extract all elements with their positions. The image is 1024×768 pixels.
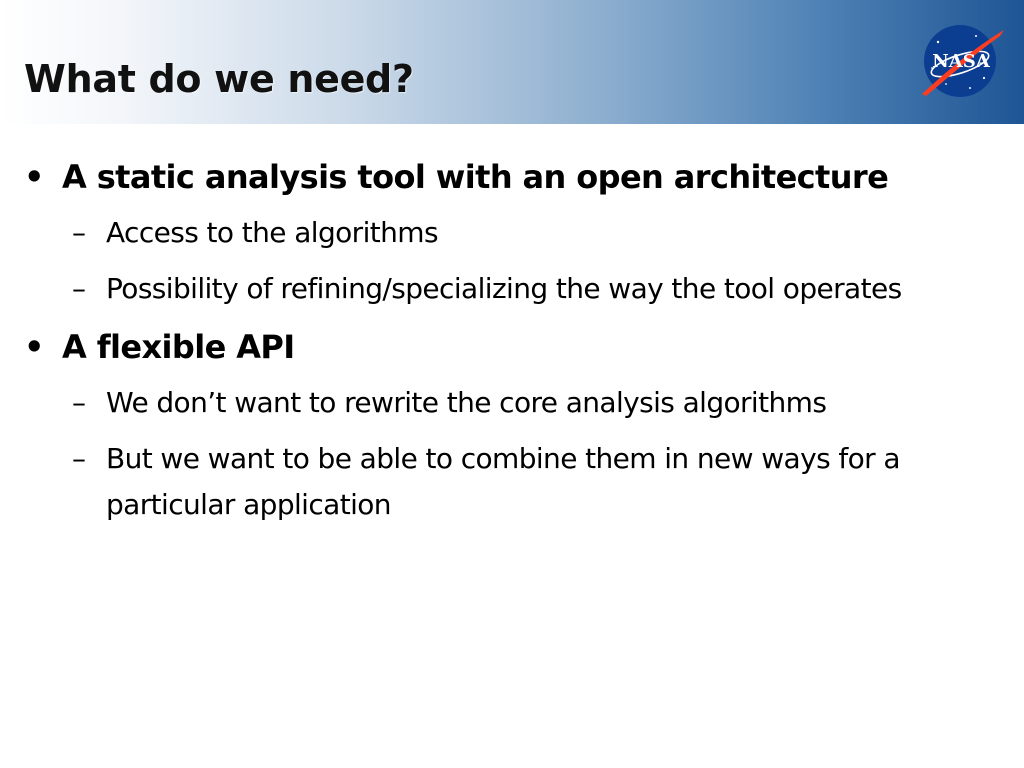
- bullet-text: A static analysis tool with an open architecture: [62, 158, 889, 196]
- slide-title: What do we need?: [24, 57, 414, 101]
- bullet-content: [24, 152, 994, 538]
- sub-bullet-item: [24, 436, 994, 528]
- sub-bullet-item: [24, 210, 994, 256]
- bullet-marker: •: [24, 158, 44, 196]
- bullet-marker: •: [24, 328, 44, 366]
- logo-text: NASA: [932, 51, 990, 72]
- sub-bullet-list: [24, 380, 994, 528]
- sub-bullet-text: We don’t want to rewrite the core analysis algorithms: [106, 386, 827, 419]
- sub-bullet-list: [24, 210, 994, 312]
- nasa-meatball-logo-icon: [916, 20, 1006, 102]
- sub-bullet-marker: –: [72, 442, 86, 475]
- sub-bullet-marker: –: [72, 386, 86, 419]
- sub-bullet-item: [24, 266, 994, 312]
- sub-bullet-marker: –: [72, 216, 86, 249]
- sub-bullet-text: Possibility of refining/specializing the way the tool operates: [106, 272, 902, 305]
- bullet-text: A flexible API: [62, 328, 295, 366]
- sub-bullet-marker: –: [72, 272, 86, 305]
- bullet-item: [24, 152, 994, 202]
- sub-bullet-text: Access to the algorithms: [106, 216, 438, 249]
- sub-bullet-text: But we want to be able to combine them in new ways for a particular application: [106, 442, 900, 521]
- bullet-item: [24, 322, 994, 372]
- sub-bullet-item: [24, 380, 994, 426]
